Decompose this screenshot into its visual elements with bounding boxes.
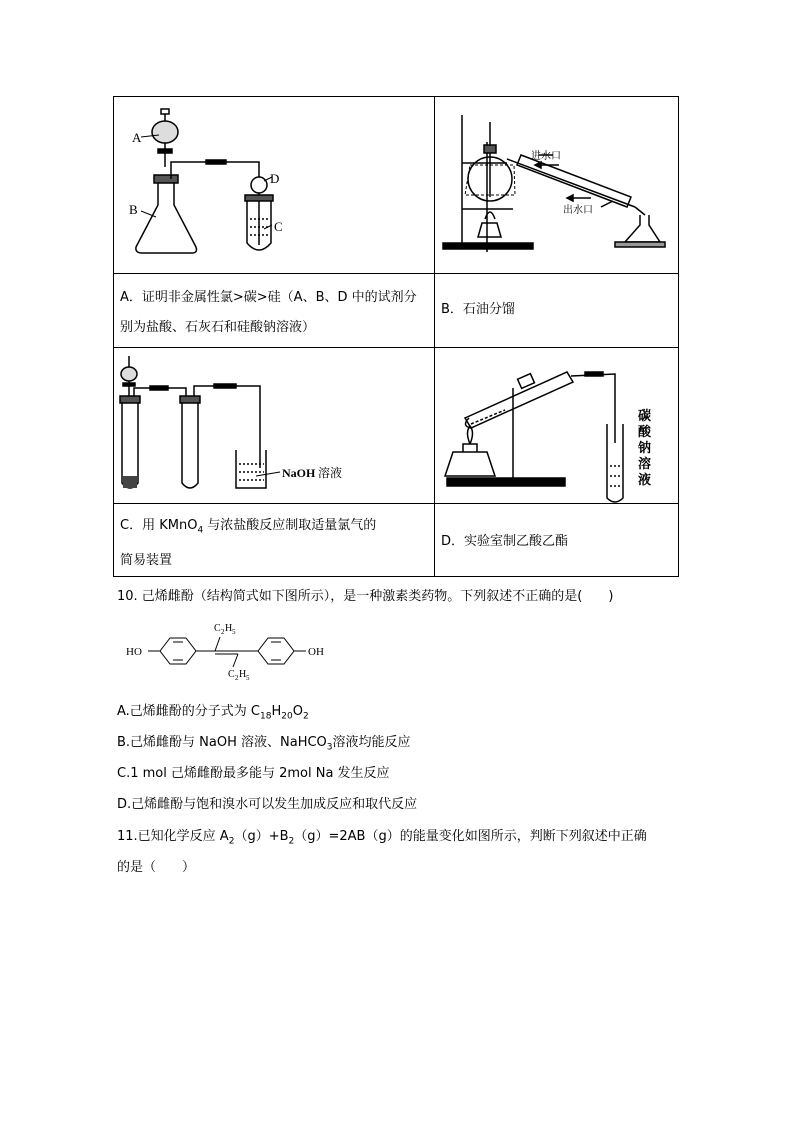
question-11-line1: 11.已知化学反应 $A_2(g)+B_2(g)=2AB(g)$的能量变化如图所示，判断下列叙述中正确: [117, 829, 647, 847]
oh-group: OH: [308, 646, 324, 658]
svg-text:C: C: [228, 669, 235, 680]
ho-group: HO: [126, 646, 142, 658]
ester-apparatus-figure: [435, 348, 680, 503]
label-c: C: [274, 219, 283, 234]
naoh-label: NaOH: [282, 466, 316, 480]
label-b: B: [129, 202, 138, 217]
distillation-figure: [435, 97, 680, 273]
svg-text:5: 5: [246, 674, 250, 682]
apparatus-a-figure: [114, 97, 434, 273]
label-a: A: [132, 130, 142, 145]
label-d: D: [270, 171, 280, 186]
caption-a: [120, 283, 432, 343]
solution-char-1: 碳: [638, 408, 652, 423]
caption-d: D．实验室制乙酸乙酯: [441, 534, 569, 549]
question-11-line2: 的是（ ）: [117, 860, 196, 875]
caption-b: B．石油分馏: [441, 302, 515, 317]
svg-text:H: H: [225, 623, 233, 634]
solution-char-2: 酸: [638, 424, 652, 439]
experiment-table: [113, 96, 679, 577]
naoh-suffix: 溶液: [318, 466, 343, 480]
option-10d: D.己烯雌酚与饱和溴水可以发生加成反应和取代反应: [117, 797, 418, 812]
table-divider: [114, 503, 678, 504]
caption-c-line2: 简易装置: [120, 552, 173, 568]
ethyl-group-top: [214, 623, 236, 636]
caption-a-line2: 别为盐酸、石灰石和硅酸钠溶液）: [120, 320, 316, 335]
inlet-label: 进水口: [531, 151, 561, 162]
solution-char-3: 钠: [638, 440, 652, 455]
svg-text:5: 5: [232, 628, 236, 636]
caption-a-line1: A．证明非金属性氯>碳>硅（A、B、D 中的试剂分: [120, 290, 417, 305]
caption-c: [120, 511, 432, 576]
outlet-label: 出水口: [563, 205, 593, 216]
ethyl-group-bottom: [228, 669, 250, 682]
caption-c-line1: C．用 KMnO$_4$ 与浓盐酸反应制取适量氯气的: [120, 518, 377, 536]
solution-char-4: 溶: [638, 456, 652, 471]
structure-formula: [120, 615, 340, 685]
option-10c: C.1 mol 己烯雌酚最多能与 2mol Na 发生反应: [117, 766, 390, 781]
option-10a: A.己烯雌酚的分子式为 $C_{18}H_{20}O_2$: [117, 704, 309, 722]
chlorine-apparatus-figure: [114, 348, 434, 503]
svg-text:2: 2: [221, 628, 225, 636]
svg-text:C: C: [214, 623, 221, 634]
svg-text:2: 2: [235, 674, 239, 682]
table-divider: [114, 273, 678, 274]
question-10-stem: 10. 己烯雌酚（结构简式如下图所示），是一种激素类药物。下列叙述不正确的是( ): [117, 589, 614, 604]
svg-text:H: H: [239, 669, 247, 680]
option-10b: B.己烯雌酚与 NaOH 溶液、NaHCO$_3$溶液均能反应: [117, 735, 411, 753]
solution-char-5: 液: [638, 472, 652, 487]
